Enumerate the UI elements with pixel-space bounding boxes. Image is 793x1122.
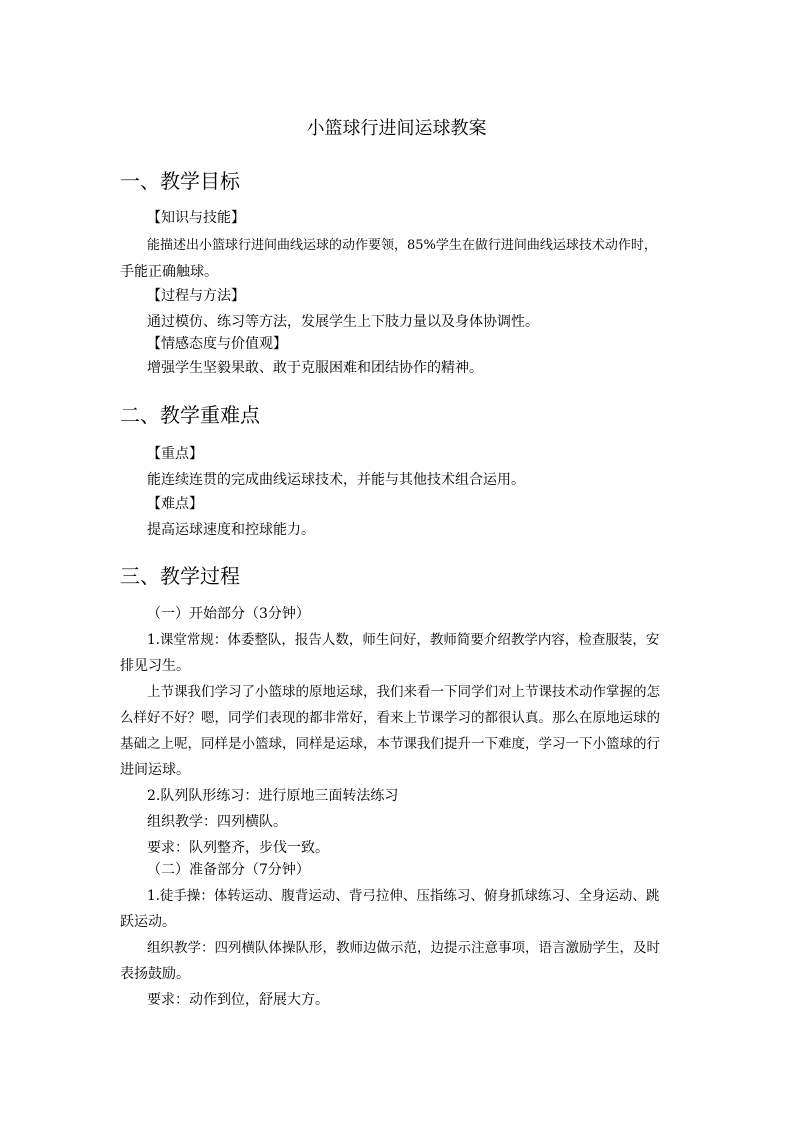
warmup-text-line2: 跃运动。: [120, 914, 176, 930]
intro-text-line3: 基础之上呢，同样是小篮球，同样是运球，本节课我们提升一下难度，学习一下小篮球的行: [120, 736, 660, 752]
knowledge-text-line1: 能描述出小篮球行进间曲线运球的动作要领，85%学生在做行进间曲线运球技术动作时，: [147, 238, 657, 253]
section-heading-objectives: 一、教学目标: [120, 169, 240, 193]
document-title: 小篮球行进间运球教案: [306, 118, 487, 139]
organization-text-1: 组织教学：四列横队。: [147, 814, 287, 830]
organization-text-2-line2: 表扬鼓励。: [120, 966, 190, 982]
warmup-text-line1: 1.徒手操：体转运动、腹背运动、背弓拉伸、压指练习、俯身抓球练习、全身运动、跳: [147, 888, 660, 904]
routine-text-line2: 排见习生。: [120, 658, 190, 674]
difficult-point-text: 提高运球速度和控球能力。: [147, 522, 315, 538]
organization-text-2-line1: 组织教学：四列横队体操队形，教师边做示范，边提示注意事项，语言激励学生，及时: [147, 940, 660, 956]
process-text: 通过模仿、练习等方法，发展学生上下肢力量以及身体协调性。: [147, 314, 539, 330]
part-start-heading: （一）开始部分（3分钟）: [147, 606, 310, 622]
section-heading-process: 三、教学过程: [120, 564, 240, 588]
label-difficult-point: 【难点】: [147, 496, 203, 512]
section-heading-key-difficult: 二、教学重难点: [120, 403, 260, 427]
label-emotion-values: 【情感态度与价值观】: [147, 336, 287, 352]
part-prep-heading: （二）准备部分（7分钟）: [147, 862, 310, 878]
intro-text-line4: 进间运球。: [120, 762, 190, 778]
requirement-text-1: 要求：队列整齐，步伐一致。: [147, 840, 329, 856]
requirement-text-2: 要求：动作到位，舒展大方。: [147, 992, 329, 1008]
label-knowledge-skills: 【知识与技能】: [147, 210, 245, 226]
emotion-text: 增强学生坚毅果敢、敢于克服困难和团结协作的精神。: [147, 360, 483, 376]
intro-text-line1: 上节课我们学习了小篮球的原地运球，我们来看一下同学们对上节课技术动作掌握的怎: [147, 684, 660, 700]
knowledge-text-line2: 手能正确触球。: [120, 264, 218, 280]
intro-text-line2: 么样好不好？嗯，同学们表现的都非常好，看来上节课学习的都很认真。那么在原地运球的: [120, 710, 660, 726]
routine-text-line1: 1.课堂常规：体委整队，报告人数，师生问好，教师简要介绍教学内容，检查服装，安: [147, 632, 660, 648]
label-process-method: 【过程与方法】: [147, 288, 245, 304]
label-key-point: 【重点】: [147, 446, 203, 462]
formation-drill-text: 2.队列队形练习：进行原地三面转法练习: [147, 788, 399, 804]
key-point-text: 能连续连贯的完成曲线运球技术，并能与其他技术组合运用。: [147, 472, 525, 488]
